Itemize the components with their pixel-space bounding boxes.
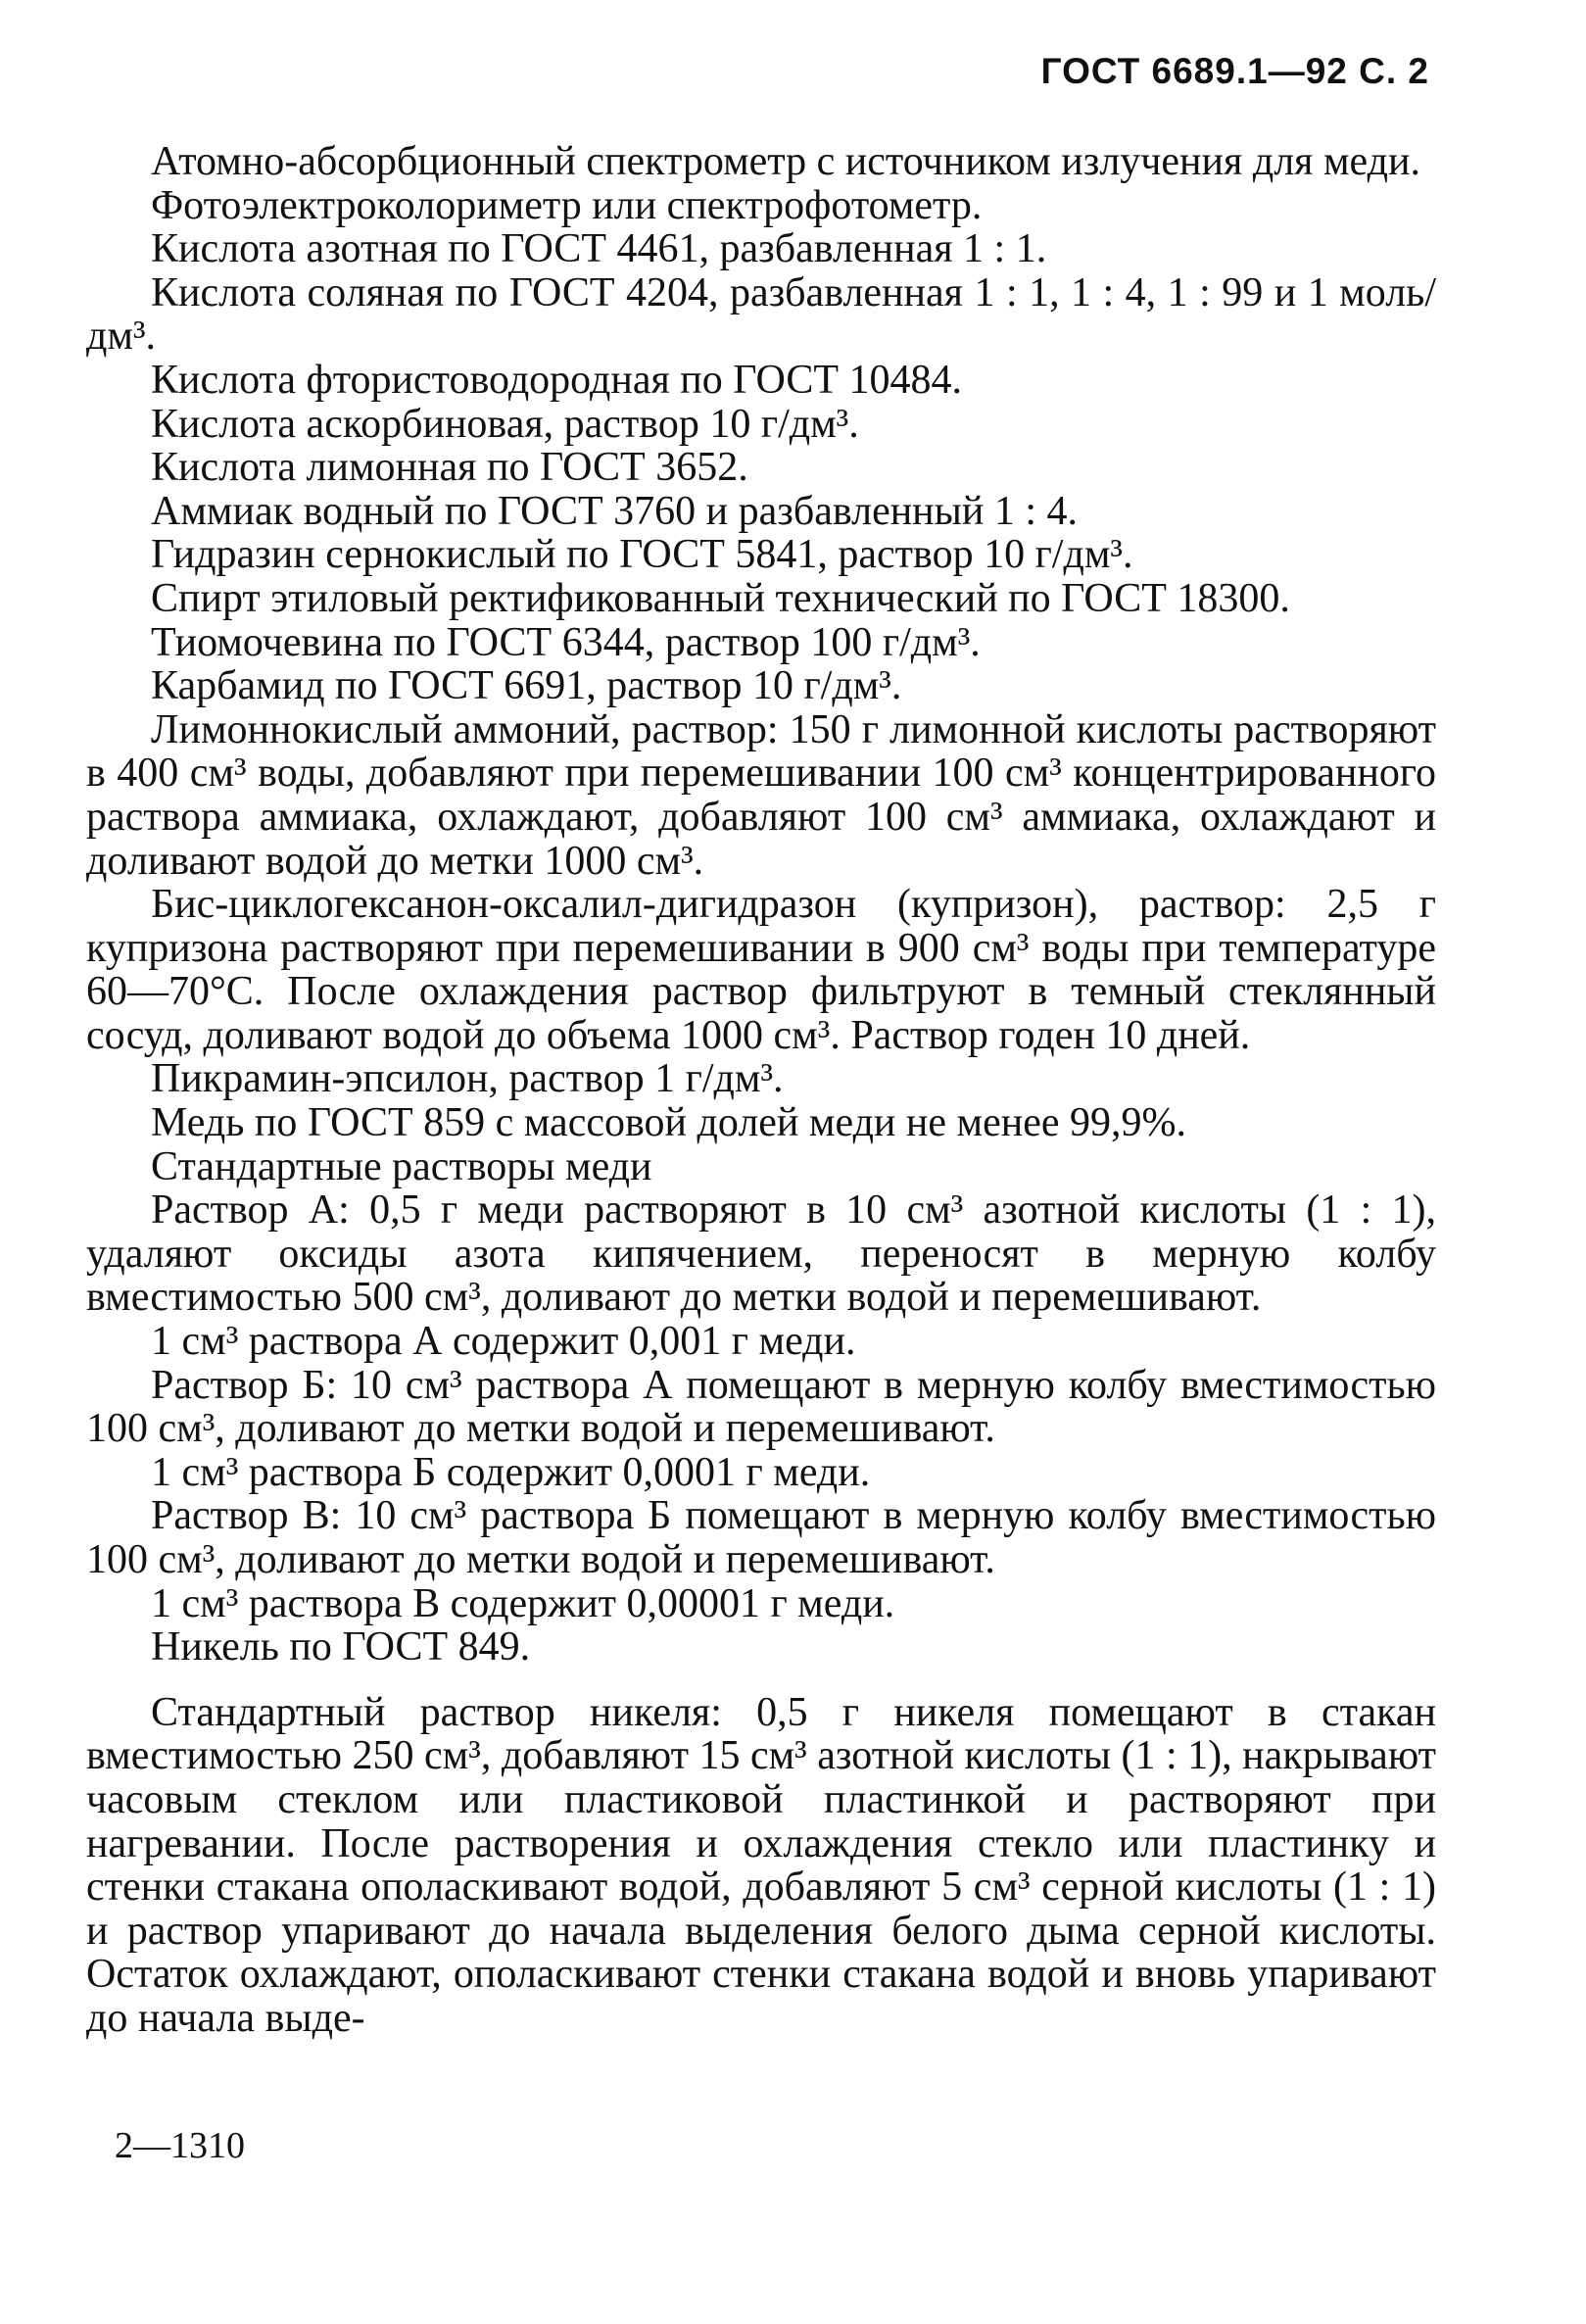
document-body [86,140,1436,2041]
paragraph-hydrochloric-acid: Кислота соляная по ГОСТ 4204, разбавленная 1 : 1, 1 : 4, 1 : 99 и 1 моль/дм³. [86,269,1436,360]
paragraph-solution-v: Раствор В: 10 см³ раствора Б помещают в мерную колбу вместимостью 100 см³, доливают до метки водой и перемешивают. [86,1493,1436,1582]
paragraph-nitric-acid: Кислота азотная по ГОСТ 4461, разбавленная 1 : 1. [151,226,1047,272]
paragraph-spectrometer: Атомно-абсорбционный спектрометр с источником излучения для меди. [151,139,1420,184]
paragraph-hydrofluoric-acid: Кислота фтористоводородная по ГОСТ 10484. [151,357,963,403]
paragraph-solution-b-content: 1 см³ раствора Б содержит 0,0001 г меди. [151,1449,871,1495]
paragraph-standard-copper-solutions: Стандартные растворы меди [151,1143,652,1189]
paragraph-ammonia: Аммиак водный по ГОСТ 3760 и разбавленный 1 : 4. [151,488,1079,534]
paragraph-solution-v-content: 1 см³ раствора В содержит 0,00001 г меди. [151,1580,895,1626]
page-footer-signature: 2—1310 [115,2125,245,2166]
paragraph-thiourea: Тиомочевина по ГОСТ 6344, раствор 100 г/дм³. [151,619,981,665]
paragraph-carbamide: Карбамид по ГОСТ 6691, раствор 10 г/дм³. [151,663,902,709]
paragraph-picramine: Пикрамин-эпсилон, раствор 1 г/дм³. [151,1056,784,1102]
paragraph-hydrazine: Гидразин сернокислый по ГОСТ 5841, раствор 10 г/дм³. [151,532,1133,578]
paragraph-solution-a-content: 1 см³ раствора А содержит 0,001 г меди. [151,1319,856,1365]
paragraph-solution-a: Раствор А: 0,5 г меди растворяют в 10 см³ азотной кислоты (1 : 1), удаляют оксиды азота кипячением, переносят в мерную колбу вместимостью 500 см³, доливают до метки водой и перемешивают. [86,1187,1436,1321]
paragraph-cuprizone: Бис-циклогексанон-оксалил-дигидразон (купризон), раствор: 2,5 г купризона растворяют при перемешивании в 900 см³ воды при температуре 60—70°С. После охлаждения раствор фильтруют в темный стеклянный сосуд, доливают водой до объема 1000 см³. Раствор годен 10 дней. [86,882,1436,1058]
paragraph-nickel: Никель по ГОСТ 849. [151,1624,531,1670]
paragraph-citric-acid: Кислота лимонная по ГОСТ 3652. [151,445,748,491]
paragraph-copper: Медь по ГОСТ 859 с массовой долей меди не менее 99,9%. [151,1100,1186,1146]
paragraph-standard-nickel-solution: Стандартный раствор никеля: 0,5 г никеля помещают в стакан вместимостью 250 см³, добавляют 15 см³ азотной кислоты (1 : 1), накрывают часовым стеклом или пластиковой пластинкой и растворяют при нагревании. После растворения и охлаждения стекло или пластинку и стенки стакана ополаскивают водой, добавляют 5 см³ серной кислоты (1 : 1) и раствор упаривают до начала выделения белого дыма серной кислоты. Остаток охлаждают, ополаскивают стенки стакана водой и вновь упаривают до начала выде- [86,1689,1436,2041]
paragraph-ethyl-alcohol: Спирт этиловый ректификованный технический по ГОСТ 18300. [151,575,1290,621]
paragraph-solution-b: Раствор Б: 10 см³ раствора А помещают в мерную колбу вместимостью 100 см³, доливают до метки водой и перемешивают. [86,1362,1436,1452]
paragraph-ascorbic-acid: Кислота аскорбиновая, раствор 10 г/дм³. [151,401,859,447]
paragraph-ammonium-citrate: Лимоннокислый аммоний, раствор: 150 г лимонной кислоты растворяют в 400 см³ воды, добавляют при перемешивании 100 см³ концентрированного раствора аммиака, охлаждают, добавляют 100 см³ аммиака, охлаждают и доливают водой до метки 1000 см³. [86,706,1436,884]
paragraph-photocolorimeter: Фотоэлектроколориметр или спектрофотометр. [151,182,983,228]
page-header: ГОСТ 6689.1—92 С. 2 [1040,51,1429,91]
